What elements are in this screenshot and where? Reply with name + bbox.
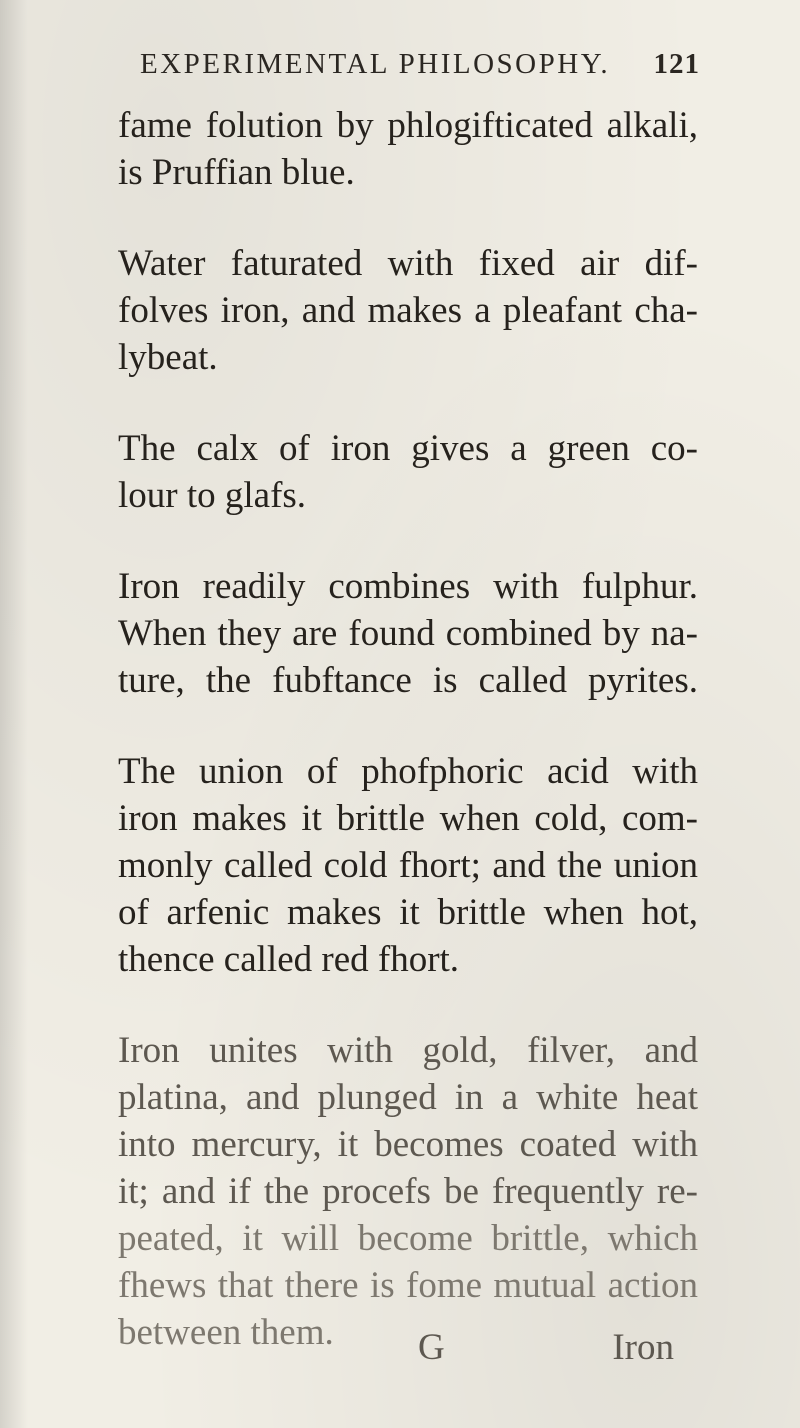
text-line: of arfenic makes it brittle when hot, — [118, 892, 698, 933]
text-line: thence called red fhort. — [118, 939, 460, 980]
text-line: monly called cold fhort; and the union — [118, 845, 698, 886]
text-line: lybeat. — [118, 337, 218, 378]
text-line: folves iron, and makes a pleafant cha- — [118, 290, 698, 331]
paragraph-chalybeat — [118, 240, 698, 381]
body-text — [118, 102, 698, 1400]
text-line: Water faturated with fixed air dif- — [118, 243, 698, 284]
text-line: peated, it will become brittle, which — [118, 1218, 698, 1259]
text-line: When they are found combined by na- — [118, 613, 698, 654]
text-line: platina, and plunged in a white heat — [118, 1077, 698, 1118]
page-number: 121 — [653, 48, 700, 80]
running-head — [140, 48, 700, 81]
text-line: into mercury, it becomes coated with — [118, 1124, 698, 1165]
paragraph-pyrites — [118, 563, 698, 704]
text-line: fame folution by phlogifticated alkali, — [118, 105, 698, 146]
paragraph-calx-of-iron — [118, 425, 698, 519]
text-line: it; and if the procefs be frequently re- — [118, 1171, 698, 1212]
running-head-title: EXPERIMENTAL PHILOSOPHY. — [140, 48, 611, 80]
text-line: between them. — [118, 1312, 334, 1353]
gutter-shadow — [0, 0, 28, 1428]
text-line: is Pruffian blue. — [118, 152, 355, 193]
text-line: The union of phofphoric acid with — [118, 751, 698, 792]
paragraph-prussian-blue — [118, 102, 698, 196]
catchword: Iron — [612, 1327, 674, 1368]
paragraph-cold-short — [118, 748, 698, 983]
text-line: lour to glafs. — [118, 475, 307, 516]
text-line: Iron unites with gold, filver, and — [118, 1030, 698, 1071]
text-line: ture, the fubftance is called pyrites. — [118, 660, 698, 701]
paragraph-iron-unites — [118, 1027, 698, 1356]
text-line: Iron readily combines with fulphur. — [118, 566, 698, 607]
text-line: iron makes it brittle when cold, com- — [118, 798, 698, 839]
text-line: fhews that there is fome mutual action — [118, 1265, 698, 1306]
text-line: The calx of iron gives a green co- — [118, 428, 698, 469]
signature-mark: G — [418, 1327, 445, 1368]
catchline — [118, 1326, 698, 1376]
